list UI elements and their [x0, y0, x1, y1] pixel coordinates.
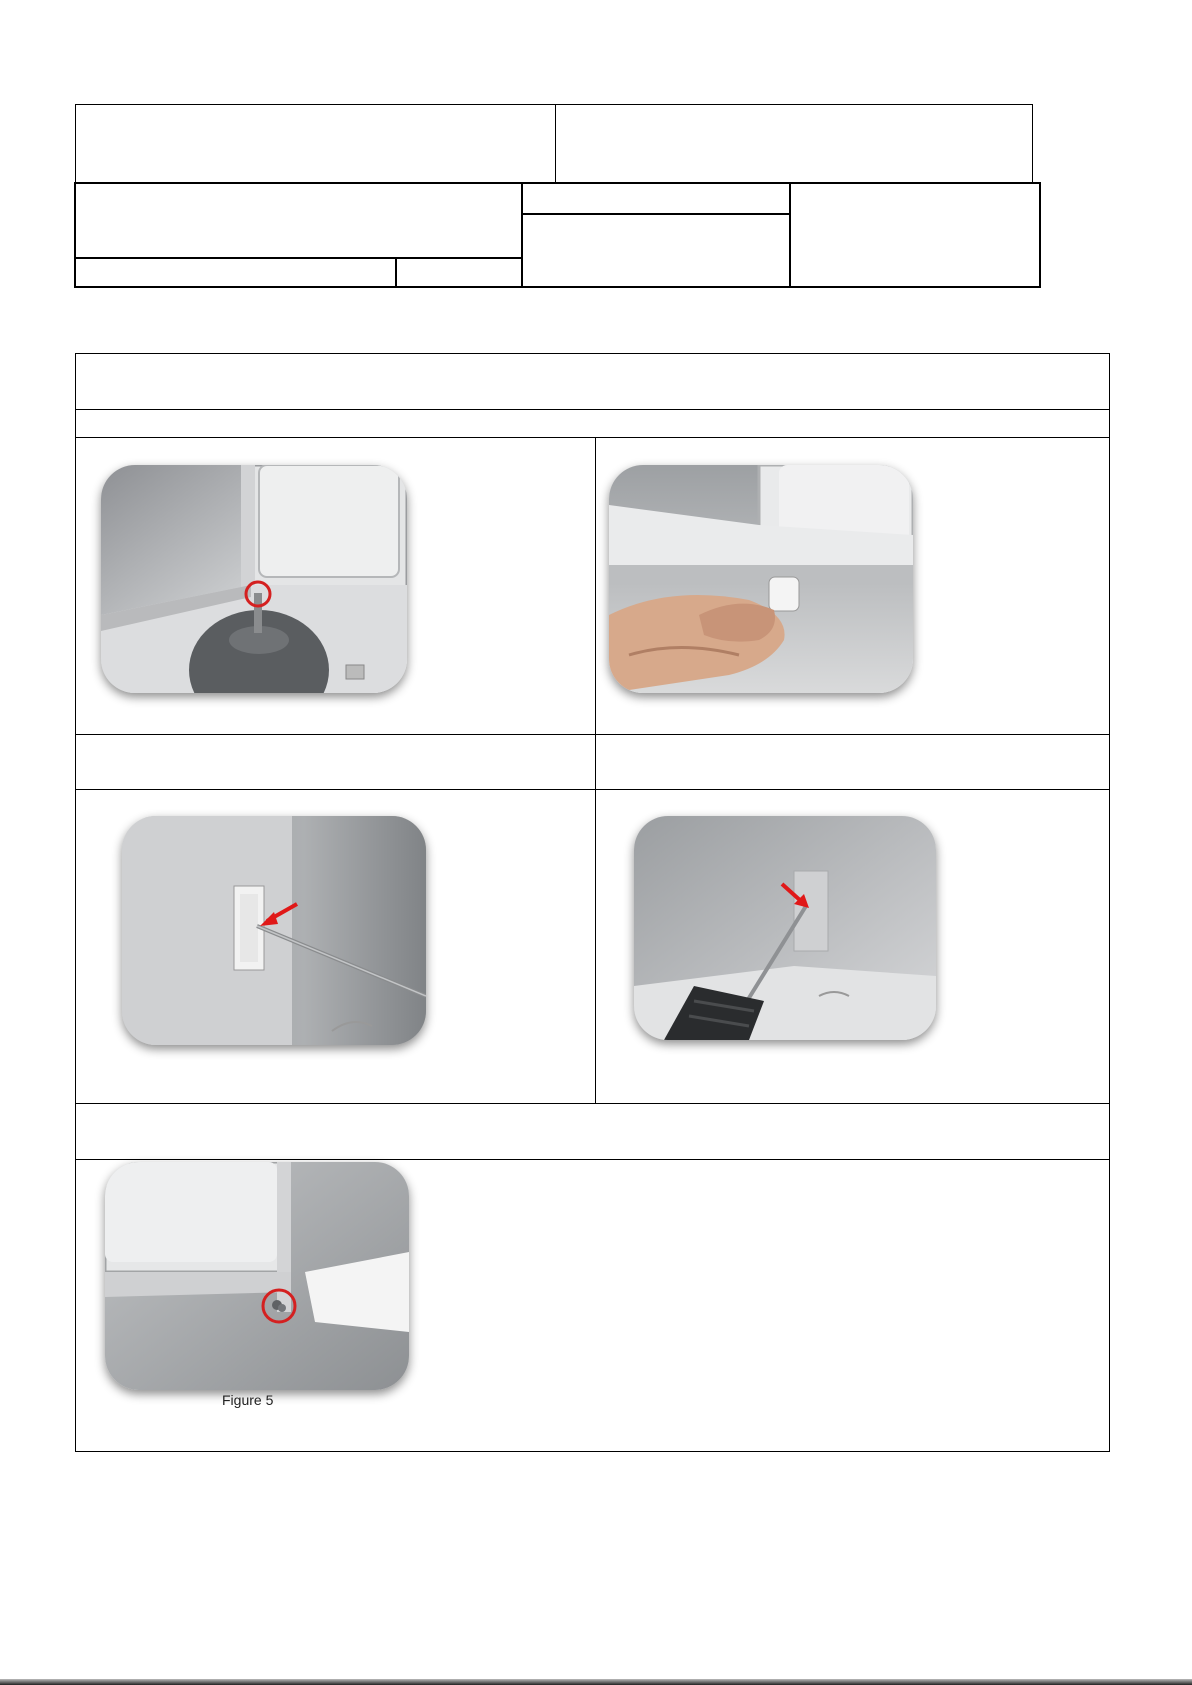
- header-model-cell: [74, 182, 523, 259]
- figure-caption-5: Figure 5: [222, 1392, 274, 1408]
- header-doc-no-label-cell: [74, 257, 397, 288]
- photo-1-drill-corner: [101, 465, 407, 693]
- header-page-cell: [521, 213, 791, 288]
- text-cell-row2-full: [75, 1103, 1110, 1160]
- header-issue-cell: [789, 182, 1041, 288]
- photo-4-screwdriver-panel: [634, 816, 936, 1040]
- header-revision-cell: [521, 182, 791, 215]
- header-title-right-cell: [555, 104, 1033, 183]
- photo-5-corner-screw: [105, 1162, 409, 1390]
- photo-3-screwdriver-bracket: [122, 816, 426, 1045]
- page-bottom-edge: [0, 1679, 1192, 1685]
- header-doc-no-value-cell: [395, 257, 523, 288]
- text-cell-row1-right: [595, 734, 1110, 790]
- text-cell-row1-left: [75, 734, 596, 790]
- photo-2-hand-plug: [609, 465, 913, 693]
- header-title-left-cell: [75, 104, 556, 183]
- section-subheading-cell: [75, 409, 1110, 438]
- section-heading-cell: [75, 353, 1110, 410]
